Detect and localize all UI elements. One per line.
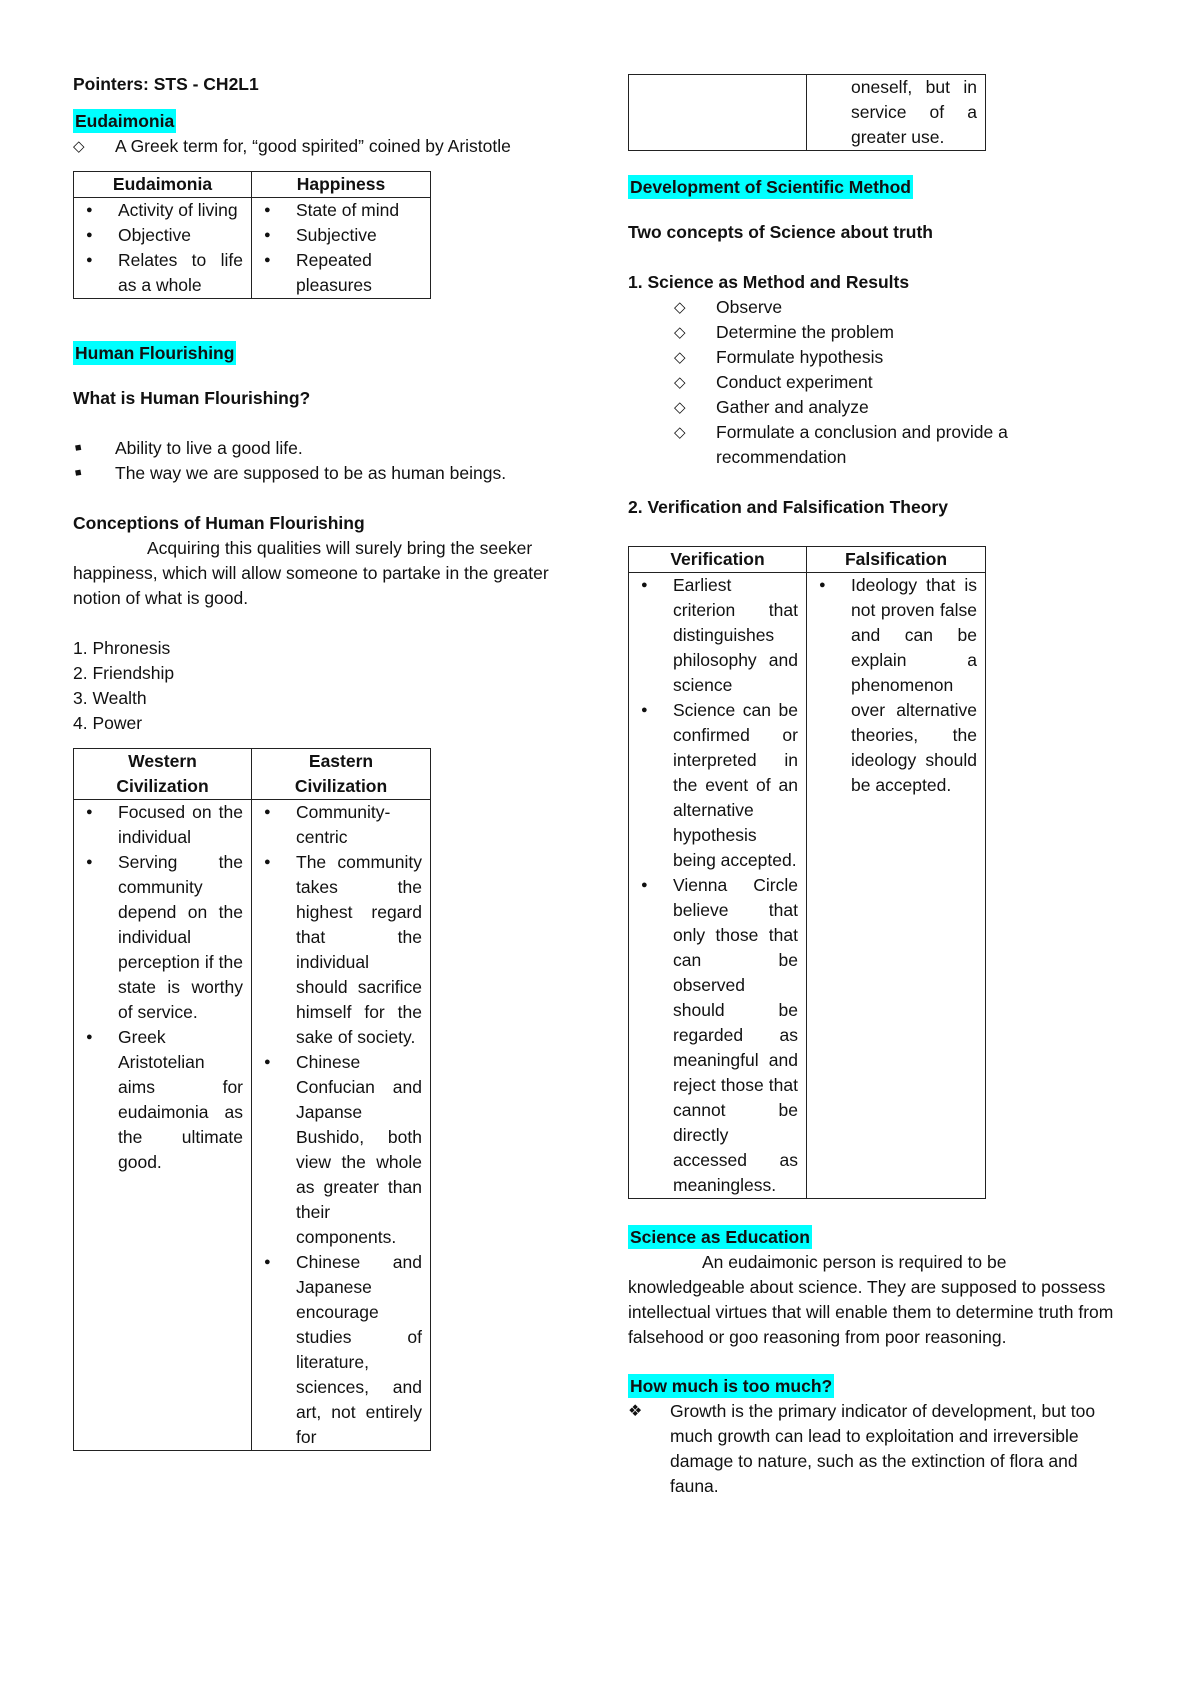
list-item: ● Activity of living — [74, 198, 251, 223]
eudaimonia-happiness-table — [73, 171, 431, 299]
right-column — [628, 74, 1148, 1499]
verification-cell — [629, 573, 807, 1199]
list-item: ● Subjective — [252, 223, 430, 248]
scientific-method-heading: Development of Scientific Method — [630, 177, 911, 197]
continuation-text: oneself, but in service of a greater use. — [851, 77, 977, 147]
education-text: An eudaimonic person is required to be knowledgeable about science. They are supposed to possess intellectual virtues that will enable them to determine truth from falsehood or goo reasoning from poor reasoning. — [628, 1252, 1114, 1347]
list-item: ■ The way we are supposed to be as human beings. — [73, 461, 583, 486]
list-item: ● Relates to life as a whole — [74, 248, 251, 298]
conceptions-text: Acquiring this qualities will surely bring the seeker happiness, which will allow someone to partake in the greater notion of what is good. — [73, 538, 549, 608]
table-header-eudaimonia: Eudaimonia — [74, 172, 252, 198]
list-item: ● State of mind — [252, 198, 430, 223]
method-steps — [628, 295, 1148, 470]
education-heading: Science as Education — [630, 1227, 810, 1247]
list-item: ● Focused on the individual — [74, 800, 251, 850]
conceptions-list — [73, 636, 583, 736]
list-item: ◇ Conduct experiment — [674, 370, 1148, 395]
eudaimonia-definition-list — [73, 134, 583, 159]
concepts-title: Two concepts of Science about truth — [628, 222, 933, 242]
continuation-cell — [807, 75, 986, 151]
list-item: ◇ Formulate hypothesis — [674, 345, 1148, 370]
list-item: ■ Ability to live a good life. — [73, 436, 583, 461]
list-item: ❖ Growth is the primary indicator of development, but too much growth can lead to exploitation and irreversible damage to nature, such as the extinction of flora and fauna. — [628, 1399, 1128, 1499]
list-item: ◇ Formulate a conclusion and provide a recommendation — [674, 420, 1056, 470]
table-header-happiness: Happiness — [252, 172, 431, 198]
list-item: 3. Wealth — [73, 688, 147, 708]
continuation-table — [628, 74, 986, 151]
list-item: ◇ Gather and analyze — [674, 395, 1148, 420]
list-item: ◇ Observe — [674, 295, 1148, 320]
list-item: ● Greek Aristotelian aims for eudaimonia as the ultimate good. — [74, 1025, 251, 1175]
list-item: ● Repeated pleasures — [252, 248, 430, 298]
method-title: 1. Science as Method and Results — [628, 272, 910, 292]
eudaimonia-heading: Eudaimonia — [75, 111, 175, 131]
western-cell — [74, 800, 252, 1451]
list-item: ● Earliest criterion that distinguishes philosophy and science — [629, 573, 806, 698]
list-item: ● Serving the community depend on the individual perception if the state is worthy of service. — [74, 850, 251, 1025]
flourishing-heading: Human Flourishing — [75, 343, 235, 363]
flourishing-points — [73, 436, 583, 486]
eudaimonia-definition: ◇ A Greek term for, “good spirited” coined by Aristotle — [73, 134, 583, 159]
page-title: Pointers: STS - CH2L1 — [73, 74, 259, 94]
list-item: ◇ Determine the problem — [674, 320, 1148, 345]
verification-table — [628, 546, 986, 1199]
list-item: ● Ideology that is not proven false and can be explain a phenomenon over alternative theories, the ideology should be accepted. — [807, 573, 985, 798]
list-item: 4. Power — [73, 713, 143, 733]
table-header-eastern: Eastern Civilization — [252, 749, 431, 800]
list-item: 1. Phronesis — [73, 638, 171, 658]
eastern-cell — [252, 800, 431, 1451]
empty-cell — [629, 75, 807, 151]
list-item: ● Chinese and Japanese encourage studies of literature, sciences, and art, not entirely for — [252, 1250, 430, 1450]
too-much-heading: How much is too much? — [630, 1376, 833, 1396]
list-item: ● Objective — [74, 223, 251, 248]
list-item: ● The community takes the highest regard that the individual should sacrifice himself for the sake of society. — [252, 850, 430, 1050]
table-header-falsification: Falsification — [807, 547, 986, 573]
happiness-cell — [252, 198, 431, 299]
conceptions-title: Conceptions of Human Flourishing — [73, 513, 365, 533]
list-item: ● Community-centric — [252, 800, 430, 850]
list-item: ● Chinese Confucian and Japanse Bushido, both view the whole as greater than their components. — [252, 1050, 430, 1250]
eudaimonia-cell — [74, 198, 252, 299]
table-header-verification: Verification — [629, 547, 807, 573]
flourishing-question: What is Human Flourishing? — [73, 388, 311, 408]
falsification-cell — [807, 573, 986, 1199]
table-header-western: Western Civilization — [74, 749, 252, 800]
theory-title: 2. Verification and Falsification Theory — [628, 497, 948, 517]
too-much-list — [628, 1399, 1128, 1499]
civilization-table — [73, 748, 431, 1451]
list-item: ● Science can be confirmed or interpreted in the event of an alternative hypothesis being accepted. — [629, 698, 806, 873]
list-item: 2. Friendship — [73, 663, 175, 683]
left-column — [73, 72, 583, 1451]
list-item: ● Vienna Circle believe that only those that can be observed should be regarded as meaningful and reject those that cannot be directly accessed as meaningless. — [629, 873, 806, 1198]
